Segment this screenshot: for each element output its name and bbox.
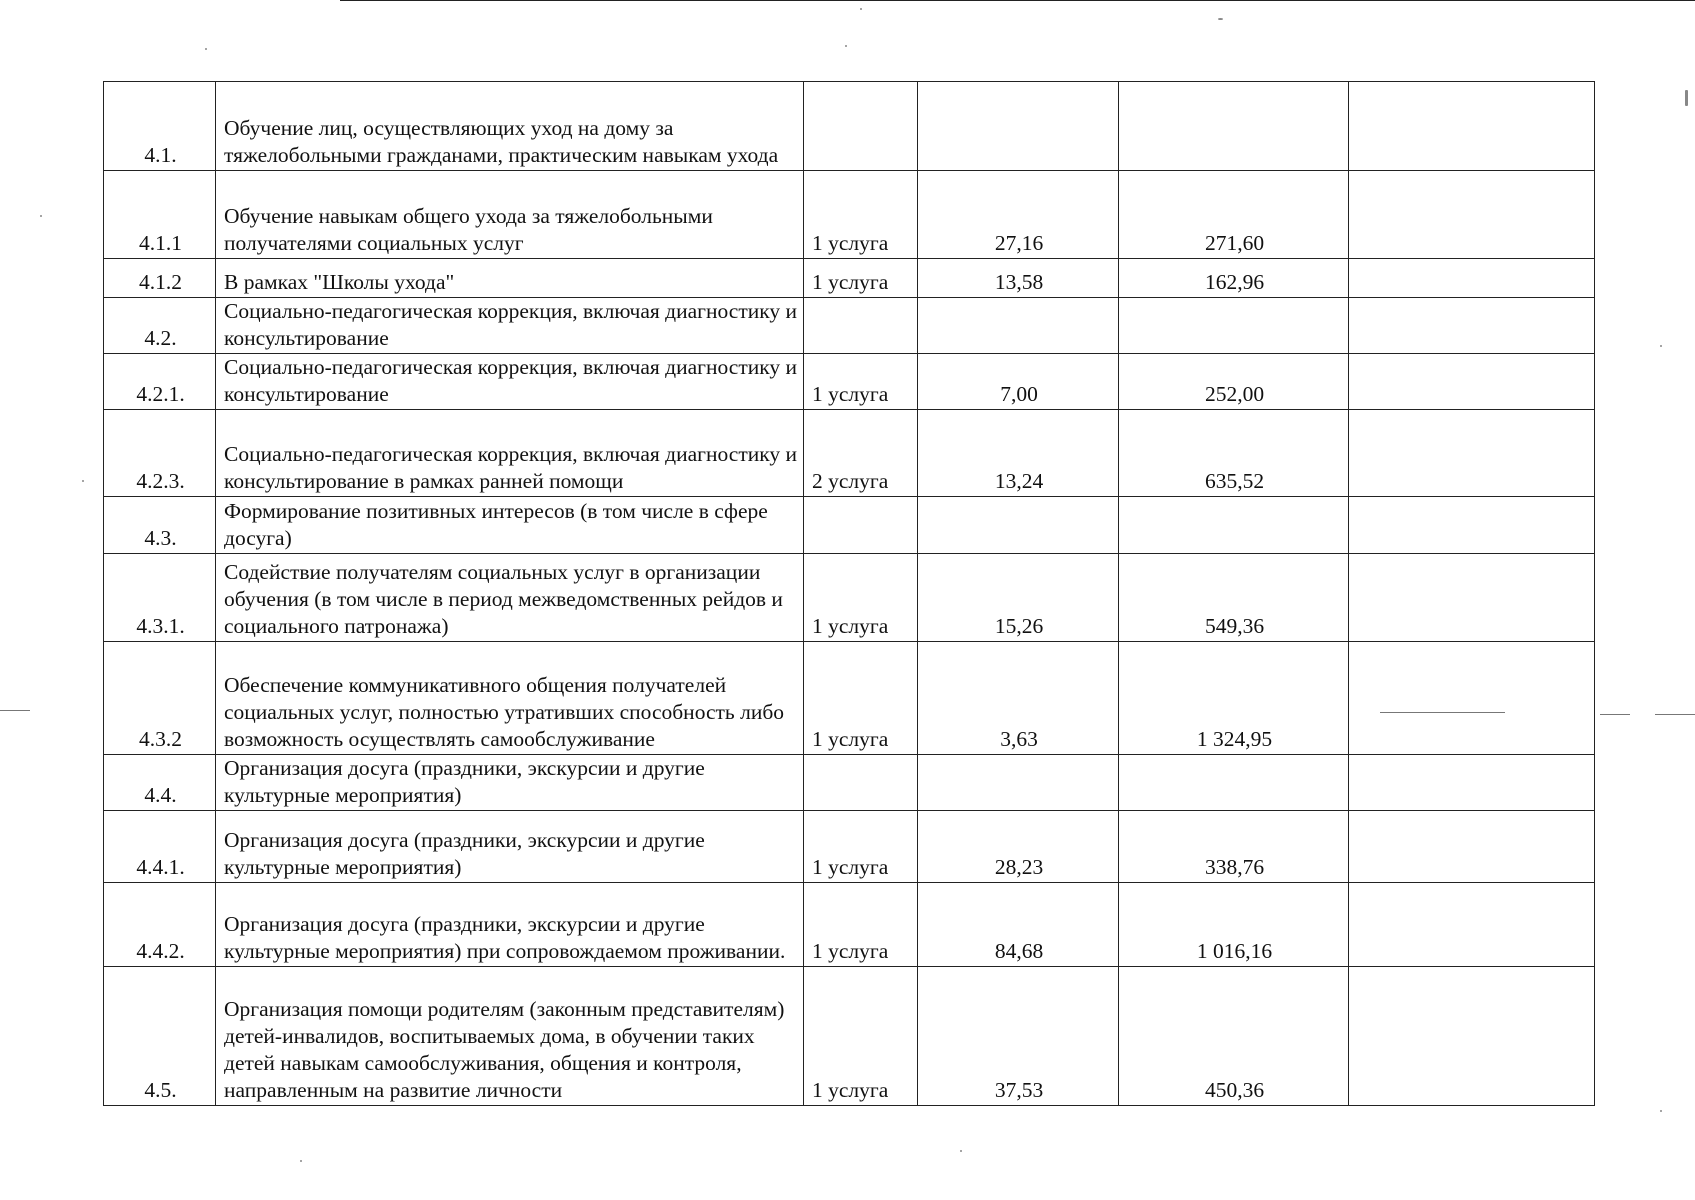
empty-cell [1349, 410, 1595, 497]
scan-speck [205, 48, 207, 50]
scan-artifact-line [1600, 714, 1630, 715]
total-cell: 338,76 [1119, 811, 1349, 883]
row-number: 4.4.2. [104, 883, 216, 967]
unit-cell [804, 298, 918, 354]
empty-cell [1349, 811, 1595, 883]
service-description: Организация помощи родителям (законным представителям) детей-инвалидов, воспитываемых дома, в обучении таких детей навыкам самообслуживания, общения и контроля, направленным на развитие личности [216, 967, 804, 1106]
scan-artifact-line [0, 710, 30, 711]
unit-cell: 1 услуга [804, 171, 918, 259]
table-row [104, 755, 1595, 811]
unit-cell: 1 услуга [804, 811, 918, 883]
row-number: 4.1.2 [104, 259, 216, 298]
unit-cell: 1 услуга [804, 883, 918, 967]
empty-cell [1349, 82, 1595, 171]
service-description: Обучение навыкам общего ухода за тяжелобольными получателями социальных услуг [216, 171, 804, 259]
service-description: Обучение лиц, осуществляющих уход на дому за тяжелобольными гражданами, практическим навыкам ухода [216, 82, 804, 171]
row-number: 4.4.1. [104, 811, 216, 883]
empty-cell [1349, 755, 1595, 811]
table-row [104, 259, 1595, 298]
row-number: 4.1. [104, 82, 216, 171]
total-cell [1119, 82, 1349, 171]
table-row [104, 410, 1595, 497]
service-description: Обеспечение коммуникативного общения получателей социальных услуг, полностью утративших способность либо возможность осуществлять самообслуживание [216, 642, 804, 755]
table-row [104, 497, 1595, 554]
scan-speck [1660, 345, 1662, 347]
scan-artifact-line [340, 0, 1695, 1]
row-number: 4.3. [104, 497, 216, 554]
unit-cell [804, 755, 918, 811]
rate-cell: 3,63 [918, 642, 1119, 755]
total-cell: 1 016,16 [1119, 883, 1349, 967]
unit-cell: 1 услуга [804, 259, 918, 298]
empty-cell [1349, 883, 1595, 967]
unit-cell: 1 услуга [804, 642, 918, 755]
total-cell: 450,36 [1119, 967, 1349, 1106]
scan-speck [300, 1160, 302, 1162]
total-cell: 162,96 [1119, 259, 1349, 298]
scan-speck [1660, 1110, 1662, 1112]
rate-cell: 37,53 [918, 967, 1119, 1106]
table-row [104, 298, 1595, 354]
service-description: Организация досуга (праздники, экскурсии и другие культурные мероприятия) [216, 755, 804, 811]
total-cell: 252,00 [1119, 354, 1349, 410]
empty-cell [1349, 298, 1595, 354]
rate-cell: 7,00 [918, 354, 1119, 410]
total-cell: 635,52 [1119, 410, 1349, 497]
scan-speck [1218, 18, 1223, 20]
rate-cell: 84,68 [918, 883, 1119, 967]
services-table [103, 81, 1595, 1106]
rate-cell [918, 82, 1119, 171]
row-number: 4.1.1 [104, 171, 216, 259]
empty-cell [1349, 259, 1595, 298]
service-description: Организация досуга (праздники, экскурсии и другие культурные мероприятия) при сопровождаемом проживании. [216, 883, 804, 967]
empty-cell [1349, 497, 1595, 554]
rate-cell: 28,23 [918, 811, 1119, 883]
table-row [104, 642, 1595, 755]
rate-cell: 15,26 [918, 554, 1119, 642]
scan-speck [1685, 90, 1688, 106]
scan-artifact-line [1655, 714, 1695, 715]
service-description: Социально-педагогическая коррекция, включая диагностику и консультирование [216, 354, 804, 410]
scan-speck [960, 1150, 962, 1152]
unit-cell: 2 услуга [804, 410, 918, 497]
rate-cell: 13,58 [918, 259, 1119, 298]
row-number: 4.3.1. [104, 554, 216, 642]
table-row [104, 554, 1595, 642]
service-description: Содействие получателям социальных услуг в организации обучения (в том числе в период межведомственных рейдов и социального патронажа) [216, 554, 804, 642]
service-description: Организация досуга (праздники, экскурсии и другие культурные мероприятия) [216, 811, 804, 883]
total-cell [1119, 755, 1349, 811]
row-number: 4.2.1. [104, 354, 216, 410]
row-number: 4.5. [104, 967, 216, 1106]
total-cell: 1 324,95 [1119, 642, 1349, 755]
empty-cell [1349, 642, 1595, 755]
rate-cell [918, 298, 1119, 354]
table-row [104, 171, 1595, 259]
total-cell: 549,36 [1119, 554, 1349, 642]
service-description: В рамках "Школы ухода" [216, 259, 804, 298]
unit-cell: 1 услуга [804, 554, 918, 642]
total-cell [1119, 298, 1349, 354]
empty-cell [1349, 171, 1595, 259]
service-description: Социально-педагогическая коррекция, включая диагностику и консультирование [216, 298, 804, 354]
row-number: 4.4. [104, 755, 216, 811]
row-number: 4.3.2 [104, 642, 216, 755]
rate-cell: 13,24 [918, 410, 1119, 497]
scan-speck [82, 480, 84, 482]
unit-cell: 1 услуга [804, 967, 918, 1106]
table-row [104, 811, 1595, 883]
empty-cell [1349, 554, 1595, 642]
service-description: Формирование позитивных интересов (в том числе в сфере досуга) [216, 497, 804, 554]
scan-speck [845, 45, 847, 47]
total-cell [1119, 497, 1349, 554]
table-row [104, 354, 1595, 410]
table-row [104, 883, 1595, 967]
row-number: 4.2.3. [104, 410, 216, 497]
total-cell: 271,60 [1119, 171, 1349, 259]
table-row [104, 82, 1595, 171]
unit-cell [804, 82, 918, 171]
unit-cell: 1 услуга [804, 354, 918, 410]
table-row [104, 967, 1595, 1106]
scan-speck [40, 215, 42, 217]
rate-cell [918, 755, 1119, 811]
empty-cell [1349, 354, 1595, 410]
rate-cell [918, 497, 1119, 554]
row-number: 4.2. [104, 298, 216, 354]
unit-cell [804, 497, 918, 554]
scan-speck [860, 8, 862, 10]
rate-cell: 27,16 [918, 171, 1119, 259]
empty-cell [1349, 967, 1595, 1106]
service-description: Социально-педагогическая коррекция, включая диагностику и консультирование в рамках ранней помощи [216, 410, 804, 497]
